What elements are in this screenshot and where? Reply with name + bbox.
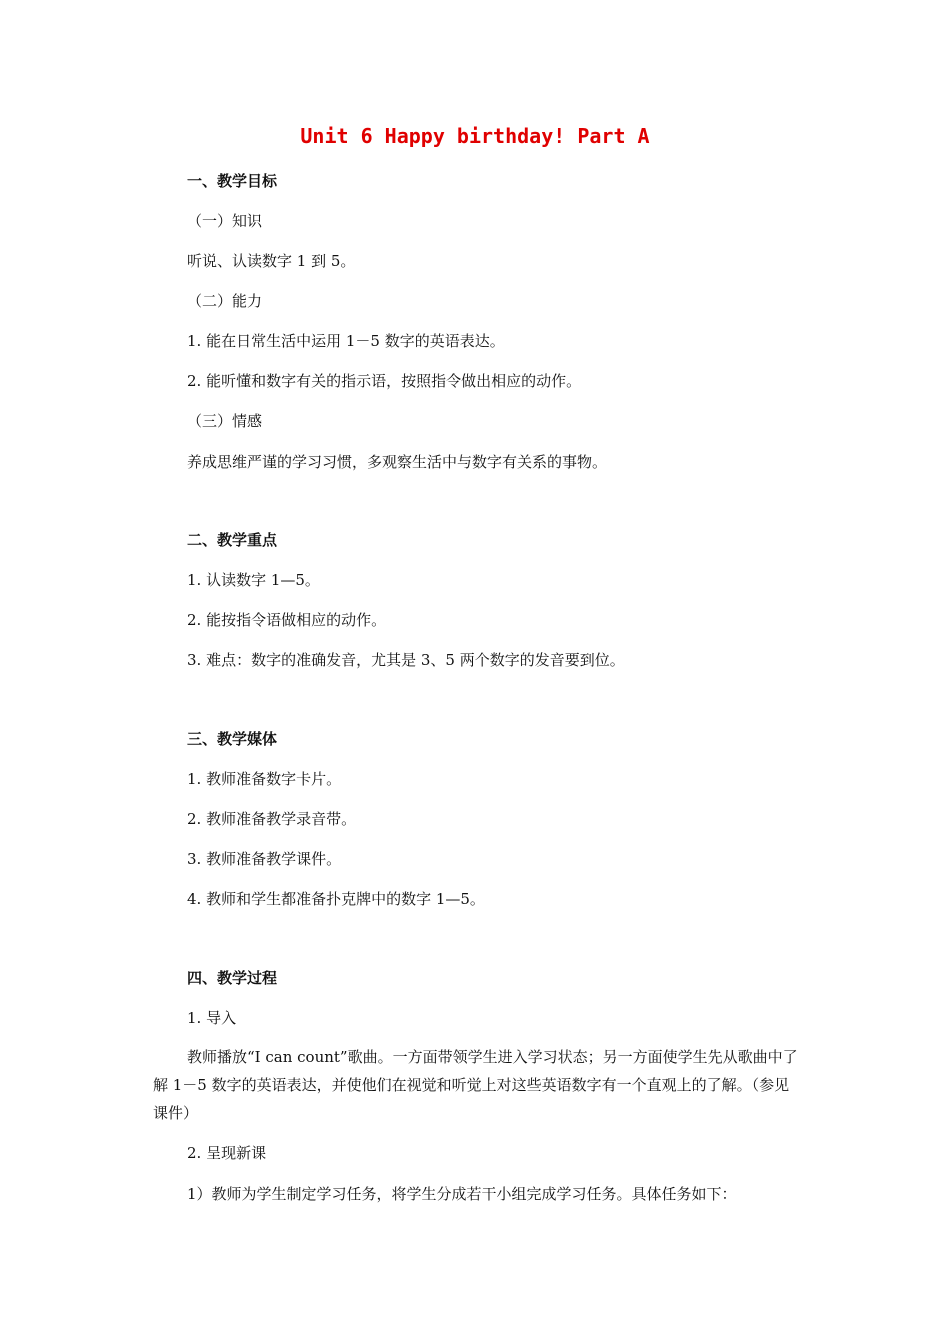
ability-item: 1. 能在日常生活中运用 1－5 数字的英语表达。 xyxy=(187,332,505,350)
subheading-emotion: （三）情感 xyxy=(187,412,263,430)
intro-paragraph: 教师播放“I can count”歌曲。一方面带领学生进入学习状态；另一方面使学生先从歌曲中了解 1－5 数字的英语表达，并使他们在视觉和听觉上对这些英语数字有一个直观上的了解。（参见课件） xyxy=(153,1048,798,1122)
knowledge-text: 听说、认读数字 1 到 5。 xyxy=(187,252,356,270)
ability-item: 2. 能听懂和数字有关的指示语，按照指令做出相应的动作。 xyxy=(187,372,582,390)
media-item: 4. 教师和学生都准备扑克牌中的数字 1—5。 xyxy=(187,890,485,908)
process-step-intro: 1. 导入 xyxy=(187,1009,237,1027)
document-title: Unit 6 Happy birthday! Part A xyxy=(300,124,650,148)
section-heading-key-points: 二、教学重点 xyxy=(187,531,278,549)
subheading-ability: （二）能力 xyxy=(187,292,263,310)
key-point-item: 3. 难点：数字的准确发音，尤其是 3、5 两个数字的发音要到位。 xyxy=(187,651,625,669)
new-lesson-task-text: 1）教师为学生制定学习任务，将学生分成若干小组完成学习任务。具体任务如下： xyxy=(187,1185,737,1203)
media-item: 1. 教师准备数字卡片。 xyxy=(187,770,342,788)
emotion-text: 养成思维严谨的学习习惯，多观察生活中与数字有关系的事物。 xyxy=(187,453,608,471)
key-point-item: 1. 认读数字 1—5。 xyxy=(187,571,320,589)
subheading-knowledge: （一）知识 xyxy=(187,212,263,230)
process-step-new-lesson: 2. 呈现新课 xyxy=(187,1144,267,1162)
key-point-item: 2. 能按指令语做相应的动作。 xyxy=(187,611,387,629)
section-heading-objectives: 一、教学目标 xyxy=(187,172,278,190)
media-item: 3. 教师准备教学课件。 xyxy=(187,850,342,868)
section-heading-process: 四、教学过程 xyxy=(187,969,278,987)
media-item: 2. 教师准备教学录音带。 xyxy=(187,810,357,828)
section-heading-media: 三、教学媒体 xyxy=(187,730,278,748)
